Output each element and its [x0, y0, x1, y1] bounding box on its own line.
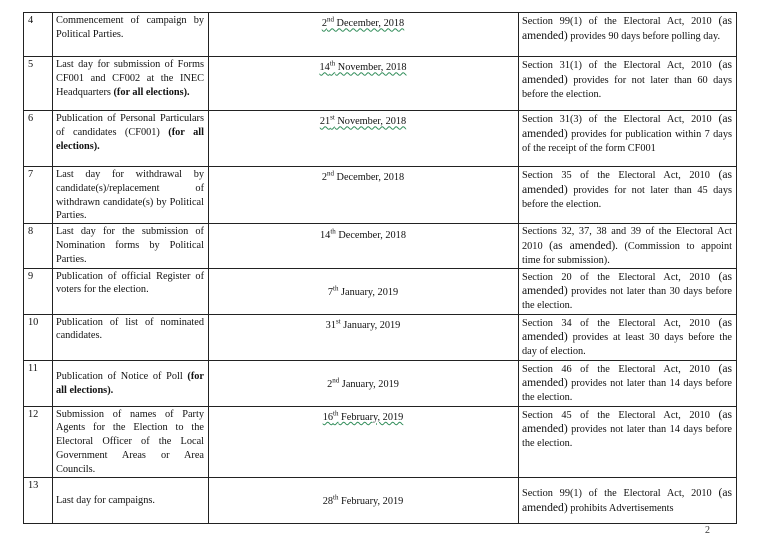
activity-text: Submission of names of Party Agents for the Election to the Electoral Officer of the Local Government Areas or Area Councils. [56, 408, 204, 475]
activity-text: Publication of Notice of Poll [56, 370, 188, 382]
table-row [24, 314, 737, 360]
legal-basis-cell [519, 314, 737, 360]
date-rest: December, 2018 [333, 172, 405, 184]
row-number: 12 [24, 406, 53, 477]
date-cell [209, 111, 519, 167]
date-day: 31 [325, 320, 336, 331]
legal-basis-amended: (as amended) [522, 407, 732, 436]
date-cell [209, 57, 519, 111]
date-text [322, 172, 404, 183]
row-number: 8 [24, 224, 53, 268]
legal-basis-amended: (as amended) [522, 168, 732, 196]
table-row [24, 224, 737, 268]
table-row [24, 360, 737, 406]
activity-text: Last day for campaigns. [56, 494, 155, 506]
date-text [322, 18, 404, 29]
date-text [320, 227, 406, 241]
row-number: 4 [24, 13, 53, 57]
date-cell [209, 268, 519, 314]
date-suffix: st [330, 114, 335, 122]
activity-cell [53, 360, 209, 406]
activity-cell [53, 111, 209, 167]
legal-basis-cell [519, 268, 737, 314]
date-suffix: st [335, 317, 341, 326]
row-number: 9 [24, 268, 53, 314]
table-row [24, 167, 737, 224]
table-row [24, 406, 737, 477]
activity-bold-note: (for all elections). [113, 86, 190, 98]
legal-basis-amended: (as amended) [522, 14, 732, 42]
activity-cell [53, 167, 209, 224]
legal-basis-post: provides not later than 30 days before the election. [522, 286, 732, 312]
date-day: 28 [322, 496, 333, 508]
date-suffix: nd [332, 376, 340, 385]
legal-basis-post: provides 90 days before polling day. [567, 30, 721, 42]
date-text [319, 62, 406, 73]
date-suffix: nd [326, 170, 334, 178]
legal-basis-cell [519, 13, 737, 57]
legal-basis-amended: (as amended) [522, 269, 732, 298]
legal-basis-cell [519, 224, 737, 268]
activity-cell [53, 57, 209, 111]
date-day: 21 [319, 116, 331, 128]
legal-basis-amended: (as amended) [522, 361, 732, 390]
date-suffix: th [329, 60, 336, 68]
date-text [320, 116, 406, 127]
date-rest: December, 2018 [335, 229, 406, 241]
activity-cell [53, 224, 209, 268]
date-rest: December, 2018 [333, 18, 405, 30]
legal-basis-cell [519, 477, 737, 523]
date-cell [209, 477, 519, 523]
date-day: 2 [321, 172, 327, 184]
date-day: 2 [321, 18, 327, 30]
activity-text: Last day for withdrawal by candidate(s)/replacement of withdrawn candidate(s) by Political Parties. [56, 169, 204, 222]
legal-basis-pre: Section 45 of the Electoral Act, 2010 [522, 409, 719, 421]
legal-basis-post: . (Commission to appoint time for submission). [522, 240, 732, 266]
activity-text: Commencement of campaign by Political Parties. [56, 15, 204, 40]
activity-cell [53, 406, 209, 477]
legal-basis-amended: (as amended) [522, 315, 732, 344]
activity-cell [53, 477, 209, 523]
legal-basis-amended: (as amended) [522, 58, 732, 86]
legal-basis-post: provides for publication within 7 days of the receipt of the form CF001 [522, 128, 732, 154]
legal-basis-pre: Section 35 of the Electoral Act, 2010 [522, 170, 719, 181]
table-row [24, 111, 737, 167]
activity-text: Publication of list of nominated candidates. [56, 316, 204, 342]
legal-basis-post: provides at least 30 days before the day of election. [522, 332, 732, 358]
activity-bold-note: (for all elections). [56, 126, 204, 152]
date-suffix: th [333, 284, 339, 293]
date-day: 14 [319, 62, 330, 74]
date-text [322, 409, 404, 423]
legal-basis-cell [519, 111, 737, 167]
date-text [327, 376, 399, 391]
legal-basis-pre: Section 99(1) of the Electoral Act, 2010 [522, 16, 719, 27]
date-cell [209, 406, 519, 477]
row-number: 5 [24, 57, 53, 111]
date-cell [209, 314, 519, 360]
date-day: 14 [320, 229, 331, 241]
date-day: 7 [327, 287, 334, 299]
legal-basis-pre: Section 20 of the Electoral Act, 2010 [522, 271, 719, 283]
activity-text: Last day for the submission of Nomination forms by Political Parties. [56, 226, 204, 265]
legal-basis-post: prohibits Advertisements [567, 502, 674, 514]
date-day: 16 [322, 412, 333, 423]
date-suffix: th [333, 409, 339, 418]
table-row [24, 57, 737, 111]
legal-basis-pre: Section 46 of the Electoral Act, 2010 [522, 363, 719, 375]
legal-basis-cell [519, 57, 737, 111]
activity-text: Last day for submission of Forms CF001 and CF002 at the INEC Headquarters [56, 59, 204, 98]
row-number: 7 [24, 167, 53, 224]
date-text [325, 317, 401, 331]
legal-basis-amended: (as amended) [549, 238, 616, 252]
legal-basis-post: provides for not later than 45 days before the election. [522, 184, 732, 210]
date-cell [209, 167, 519, 224]
row-number: 13 [24, 477, 53, 523]
activity-cell [53, 13, 209, 57]
legal-basis-amended: (as amended) [522, 485, 732, 514]
row-number: 6 [24, 111, 53, 167]
table-row [24, 268, 737, 314]
date-rest: February, 2019 [338, 412, 404, 423]
date-suffix: th [330, 227, 336, 236]
date-suffix: th [333, 493, 339, 502]
activity-cell [53, 314, 209, 360]
date-cell [209, 224, 519, 268]
legal-basis-post: provides not later than 14 days before the election. [522, 424, 732, 450]
date-rest: November, 2018 [334, 116, 407, 128]
date-rest: January, 2019 [340, 320, 401, 331]
legal-basis-pre: Section 99(1) of the Electoral Act, 2010 [522, 487, 719, 499]
date-text [327, 284, 399, 299]
legal-basis-cell [519, 406, 737, 477]
legal-basis-cell [519, 360, 737, 406]
date-rest: November, 2018 [335, 62, 407, 74]
row-number: 11 [24, 360, 53, 406]
table-row [24, 13, 737, 57]
date-cell [209, 13, 519, 57]
page-number: 2 [705, 525, 710, 536]
date-suffix: nd [326, 16, 334, 24]
activity-bold-note: (for all elections). [56, 370, 204, 396]
timetable [23, 12, 737, 524]
row-number: 10 [24, 314, 53, 360]
date-rest: January, 2019 [339, 379, 399, 391]
legal-basis-pre: Section 31(1) of the Electoral Act, 2010 [522, 60, 719, 71]
legal-basis-pre: Sections 32, 37, 38 and 39 of the Electoral Act 2010 [522, 226, 732, 252]
date-rest: January, 2019 [338, 287, 399, 299]
date-cell [209, 360, 519, 406]
legal-basis-cell [519, 167, 737, 224]
activity-cell [53, 268, 209, 314]
date-rest: February, 2019 [338, 496, 404, 508]
legal-basis-pre: Section 31(3) of the Electoral Act, 2010 [522, 114, 719, 125]
table-row [24, 477, 737, 523]
legal-basis-post: provides for not later than 60 days before the election. [522, 74, 732, 100]
legal-basis-pre: Section 34 of the Electoral Act, 2010 [522, 317, 719, 329]
date-text [322, 493, 404, 508]
legal-basis-post: provides not later than 14 days before the election. [522, 378, 732, 404]
activity-text: Publication of official Register of voters for the election. [56, 270, 204, 296]
date-day: 2 [327, 379, 333, 391]
activity-text: Publication of Personal Particulars of candidates (CF001) [56, 113, 204, 138]
legal-basis-amended: (as amended) [522, 112, 732, 140]
